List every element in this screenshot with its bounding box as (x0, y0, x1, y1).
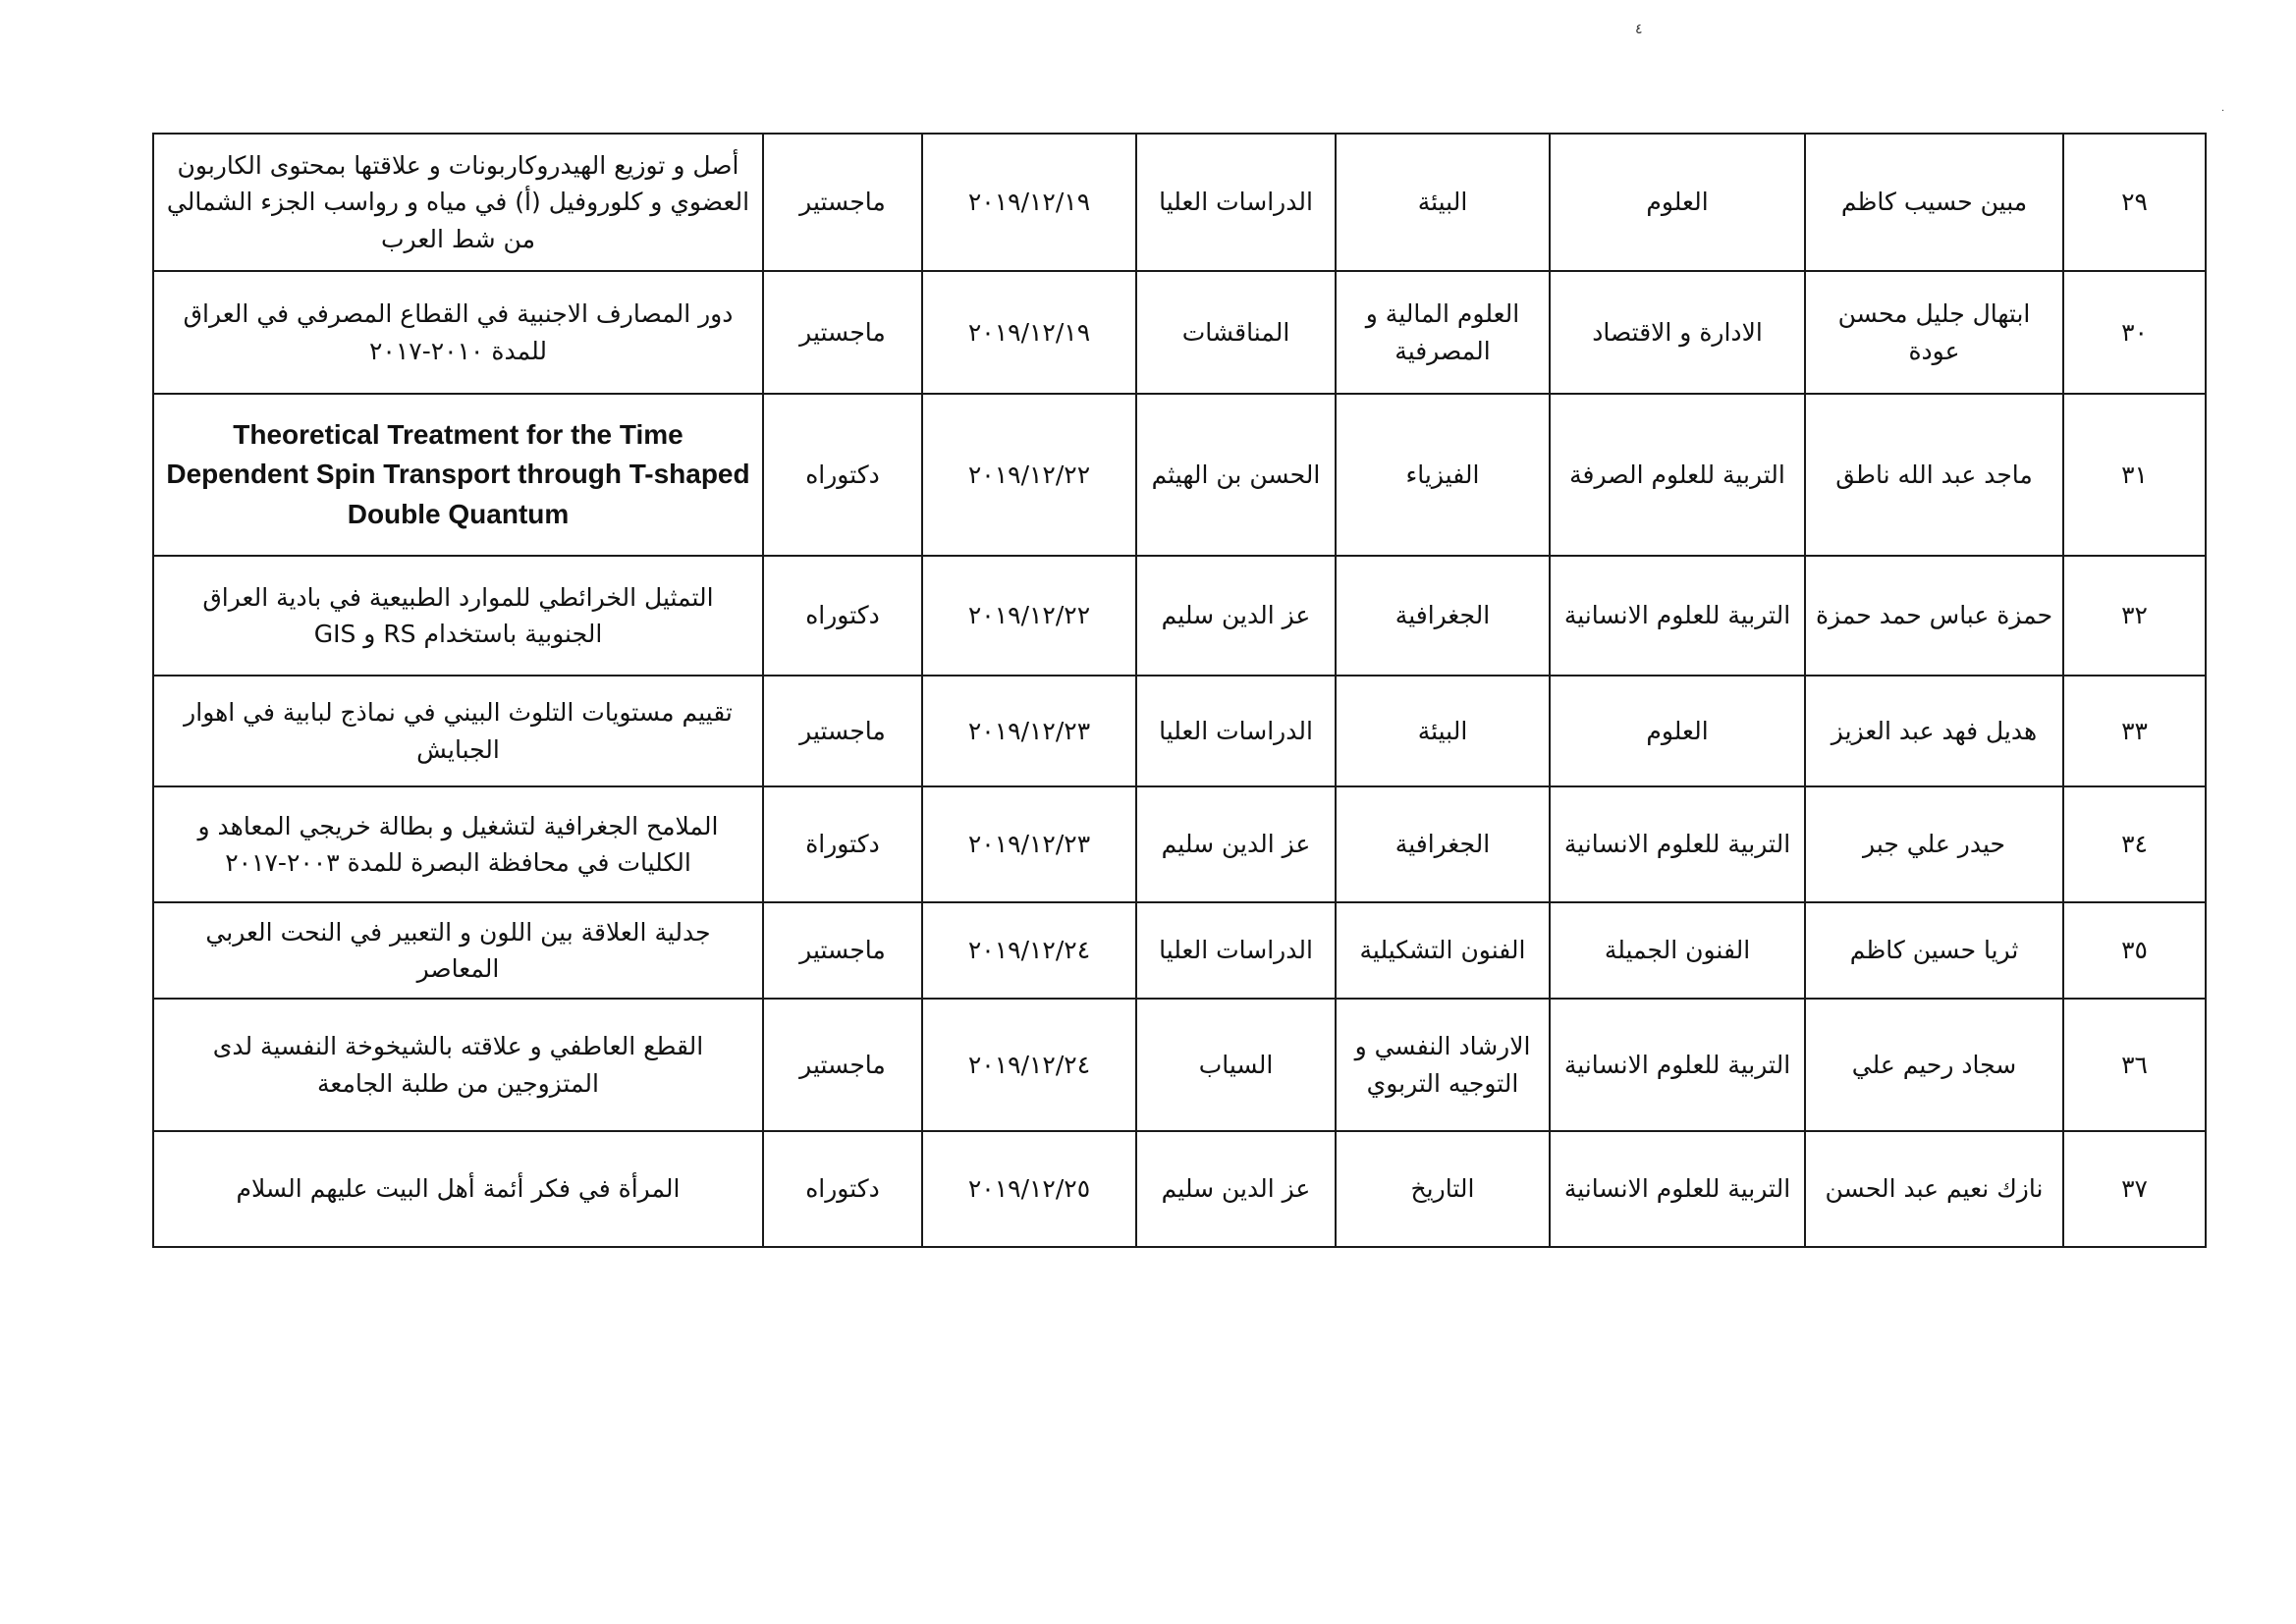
student-name-cell: مبين حسيب كاظم (1805, 134, 2063, 271)
department-cell: الفنون التشكيلية (1336, 902, 1550, 999)
student-name-cell: حيدر علي جبر (1805, 786, 2063, 902)
date-cell: ٢٠١٩/١٢/٢٤ (922, 999, 1136, 1131)
college-cell: التربية للعلوم الانسانية (1550, 786, 1805, 902)
hall-cell: عز الدين سليم (1136, 1131, 1336, 1247)
row-number-cell: ٣٤ (2063, 786, 2206, 902)
hall-cell: الحسن بن الهيثم (1136, 394, 1336, 556)
hall-cell: عز الدين سليم (1136, 556, 1336, 676)
college-cell: الادارة و الاقتصاد (1550, 271, 1805, 394)
thesis-title-cell: دور المصارف الاجنبية في القطاع المصرفي في العراق للمدة ٢٠١٠-٢٠١٧ (153, 271, 763, 394)
row-number-cell: ٣٣ (2063, 676, 2206, 786)
department-cell: الجغرافية (1336, 556, 1550, 676)
degree-cell: ماجستير (763, 271, 922, 394)
row-number-cell: ٣٠ (2063, 271, 2206, 394)
thesis-title-cell: Theoretical Treatment for the Time Dependent Spin Transport through T-shaped Double Quantum (153, 394, 763, 556)
thesis-title-cell: التمثيل الخرائطي للموارد الطبيعية في بادية العراق الجنوبية باستخدام RS و GIS (153, 556, 763, 676)
table-row (153, 1131, 2206, 1247)
department-cell: الارشاد النفسي و التوجيه التربوي (1336, 999, 1550, 1131)
table-row (153, 134, 2206, 271)
degree-cell: ماجستير (763, 134, 922, 271)
student-name-cell: نازك نعيم عبد الحسن (1805, 1131, 2063, 1247)
hall-cell: عز الدين سليم (1136, 786, 1336, 902)
date-cell: ٢٠١٩/١٢/٢٣ (922, 786, 1136, 902)
college-cell: العلوم (1550, 676, 1805, 786)
student-name-cell: ابتهال جليل محسن عودة (1805, 271, 2063, 394)
degree-cell: دكتوراة (763, 786, 922, 902)
student-name-cell: ماجد عبد الله ناطق (1805, 394, 2063, 556)
date-cell: ٢٠١٩/١٢/٢٣ (922, 676, 1136, 786)
date-cell: ٢٠١٩/١٢/٢٢ (922, 394, 1136, 556)
table-row (153, 556, 2206, 676)
thesis-discussion-table (152, 133, 2207, 1248)
thesis-title-cell: جدلية العلاقة بين اللون و التعبير في النحت العربي المعاصر (153, 902, 763, 999)
department-cell: الجغرافية (1336, 786, 1550, 902)
table-row (153, 786, 2206, 902)
table-body (153, 134, 2206, 1247)
degree-cell: ماجستير (763, 676, 922, 786)
row-number-cell: ٣٢ (2063, 556, 2206, 676)
table-row (153, 999, 2206, 1131)
student-name-cell: سجاد رحيم علي (1805, 999, 2063, 1131)
college-cell: الفنون الجميلة (1550, 902, 1805, 999)
date-cell: ٢٠١٩/١٢/١٩ (922, 134, 1136, 271)
department-cell: البيئة (1336, 134, 1550, 271)
table-row (153, 394, 2206, 556)
hall-cell: السياب (1136, 999, 1336, 1131)
degree-cell: دكتوراه (763, 556, 922, 676)
college-cell: التربية للعلوم الانسانية (1550, 556, 1805, 676)
thesis-title-cell: الملامح الجغرافية لتشغيل و بطالة خريجي المعاهد و الكليات في محافظة البصرة للمدة ٢٠٠٣-٢٠١٧ (153, 786, 763, 902)
student-name-cell: ثريا حسين كاظم (1805, 902, 2063, 999)
thesis-title-cell: القطع العاطفي و علاقته بالشيخوخة النفسية لدى المتزوجين من طلبة الجامعة (153, 999, 763, 1131)
department-cell: الفيزياء (1336, 394, 1550, 556)
college-cell: التربية للعلوم الانسانية (1550, 999, 1805, 1131)
row-number-cell: ٣٧ (2063, 1131, 2206, 1247)
scan-speck: · (2221, 106, 2225, 117)
hall-cell: الدراسات العليا (1136, 902, 1336, 999)
date-cell: ٢٠١٩/١٢/٢٥ (922, 1131, 1136, 1247)
degree-cell: ماجستير (763, 999, 922, 1131)
thesis-title-cell: أصل و توزيع الهيدروكاربونات و علاقتها بمحتوى الكاربون العضوي و كلوروفيل (أ) في مياه و رواسب الجزء الشمالي من شط العرب (153, 134, 763, 271)
date-cell: ٢٠١٩/١٢/٢٢ (922, 556, 1136, 676)
row-number-cell: ٢٩ (2063, 134, 2206, 271)
row-number-cell: ٣٦ (2063, 999, 2206, 1131)
degree-cell: دكتوراه (763, 1131, 922, 1247)
hall-cell: المناقشات (1136, 271, 1336, 394)
department-cell: البيئة (1336, 676, 1550, 786)
page-mark: ٤ (1635, 22, 1643, 37)
hall-cell: الدراسات العليا (1136, 134, 1336, 271)
row-number-cell: ٣٥ (2063, 902, 2206, 999)
college-cell: العلوم (1550, 134, 1805, 271)
college-cell: التربية للعلوم الانسانية (1550, 1131, 1805, 1247)
student-name-cell: هديل فهد عبد العزيز (1805, 676, 2063, 786)
thesis-title-cell: تقييم مستويات التلوث البيني في نماذج لبابية في اهوار الجبايش (153, 676, 763, 786)
date-cell: ٢٠١٩/١٢/٢٤ (922, 902, 1136, 999)
date-cell: ٢٠١٩/١٢/١٩ (922, 271, 1136, 394)
table-row (153, 676, 2206, 786)
degree-cell: دكتوراه (763, 394, 922, 556)
table-row (153, 271, 2206, 394)
department-cell: العلوم المالية و المصرفية (1336, 271, 1550, 394)
department-cell: التاريخ (1336, 1131, 1550, 1247)
thesis-title-cell: المرأة في فكر أئمة أهل البيت عليهم السلام (153, 1131, 763, 1247)
degree-cell: ماجستير (763, 902, 922, 999)
college-cell: التربية للعلوم الصرفة (1550, 394, 1805, 556)
hall-cell: الدراسات العليا (1136, 676, 1336, 786)
row-number-cell: ٣١ (2063, 394, 2206, 556)
student-name-cell: حمزة عباس حمد حمزة (1805, 556, 2063, 676)
table-row (153, 902, 2206, 999)
